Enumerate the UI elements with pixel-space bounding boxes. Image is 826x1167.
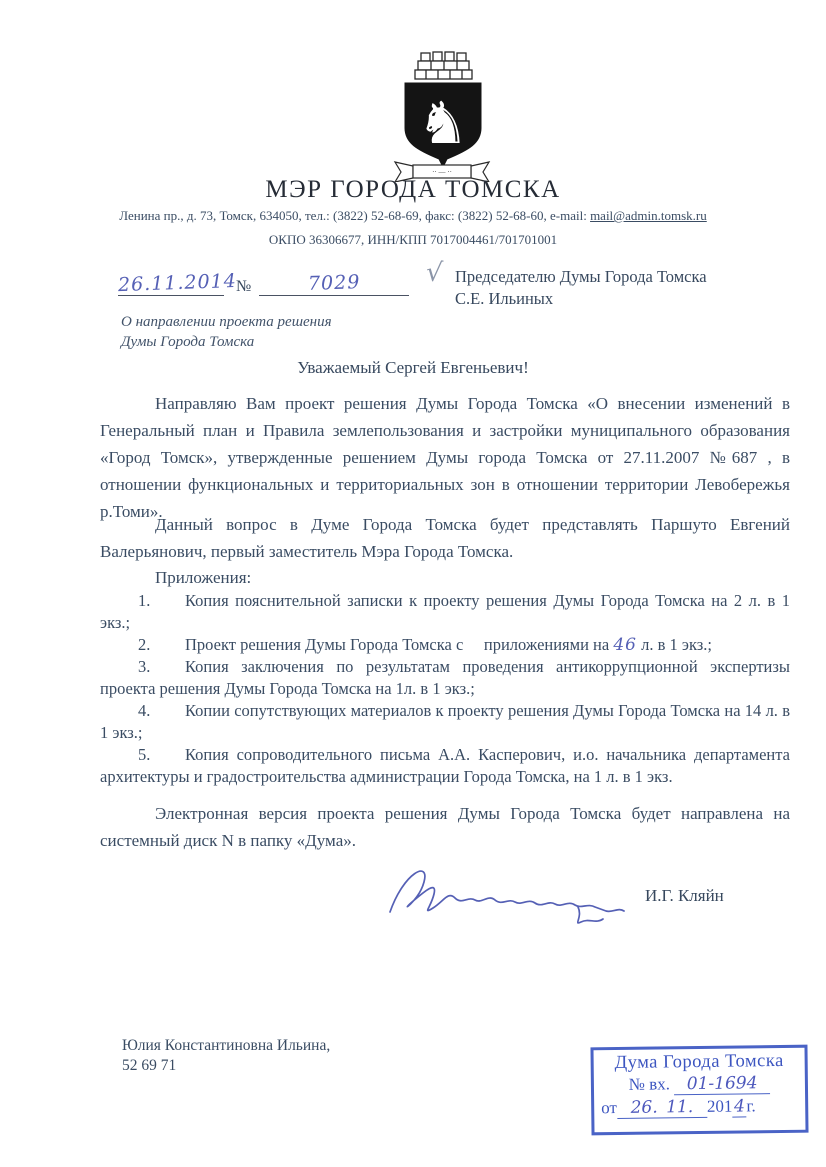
stamp-title: Дума Города Томска xyxy=(614,1050,784,1074)
attachment-text: Копия заключения по результатам проведения антикоррупционной экспертизы проекта решения Думы Города Томска на 1л. в 1 экз.; xyxy=(100,657,790,698)
stamp-handwritten-month: 11. xyxy=(666,1097,694,1118)
attachment-text-before: Проект решения Думы Города Томска с приложениями на xyxy=(185,635,614,654)
attachment-number: 4. xyxy=(138,701,151,720)
handwritten-date: 26.11.2014 xyxy=(117,269,238,297)
handwritten-signature-icon xyxy=(382,854,632,932)
attachment-number: 2. xyxy=(138,635,151,654)
attachment-text-after: л. в 1 экз.; xyxy=(636,635,712,654)
executor-phone: 52 69 71 xyxy=(122,1057,177,1074)
stamp-handwritten-day: 26. xyxy=(630,1097,658,1118)
attachment-number: 5. xyxy=(138,745,151,764)
paragraph-3: Электронная версия проекта решения Думы Города Томска будет направлена на системный диск N в папку «Дума». xyxy=(100,804,790,850)
address-text: Ленина пр., д. 73, Томск, 634050, тел.: (3822) 52-68-69, факс: (3822) 52-68-60, e-mail: xyxy=(119,208,591,223)
checkmark-icon: √ xyxy=(424,257,444,289)
stamp-date-label: от xyxy=(601,1098,618,1118)
salutation: Уважаемый Сергей Евгеньевич! xyxy=(297,358,529,377)
signature-block xyxy=(382,854,632,937)
subject-block xyxy=(121,312,332,352)
attachment-text: Копия пояснительной записки к проекту решения Думы Города Томска на 2 л. в 1 экз.; xyxy=(100,591,790,632)
org-email: mail@admin.tomsk.ru xyxy=(590,208,707,223)
paragraph-1: Направляю Вам проект решения Думы Города Томска «О внесении изменений в Генеральный план и Правила землепользования и застройки муниципального образования «Город Томск», утвержденные решением Думы города Томска от 27.11.2007 №687 , в отношении функциональных и территориальных зон в отношении территории Левобережья р.Томи». xyxy=(100,394,790,521)
attachment-text: Копии сопутствующих материалов к проекту решения Думы Города Томска на 14 л. в 1 экз.; xyxy=(100,701,790,742)
stamp-year-suffix: г. xyxy=(746,1096,756,1116)
subject-line-1: О направлении проекта решения xyxy=(121,314,332,330)
org-address-line xyxy=(0,208,826,224)
executor-name: Юлия Константиновна Ильина, xyxy=(122,1037,331,1054)
paragraph-2: Данный вопрос в Думе Города Томска будет представлять Паршуто Евгений Валерьянович, первый заместитель Мэра Города Томска. xyxy=(100,515,790,561)
stamp-year-printed: 201 xyxy=(706,1096,733,1116)
stamp-number-label: № вх. xyxy=(628,1074,671,1094)
number-sign: № xyxy=(236,278,252,295)
stamp-handwritten-number: 01-1694 xyxy=(686,1073,758,1095)
addressee-block xyxy=(455,266,707,310)
stamp-date-row xyxy=(594,1096,805,1120)
white-horse-icon: ♞ xyxy=(417,89,469,157)
tomsk-coat-of-arms-icon xyxy=(381,50,503,182)
signer-name: И.Г. Кляйн xyxy=(645,886,724,905)
number-field xyxy=(259,272,409,296)
tomsk-coat-of-arms xyxy=(381,50,503,187)
addressee-title: Председателю Думы Города Томска xyxy=(455,267,707,286)
reference-row xyxy=(117,269,409,304)
attachment-item-3 xyxy=(100,656,790,700)
org-title: МЭР ГОРОДА ТОМСКА xyxy=(265,176,561,203)
org-codes-line: ОКПО 36306677, ИНН/КПП 7017004461/701701001 xyxy=(268,232,558,247)
attachment-text: Копия сопроводительного письма А.А. Касперович, и.о. начальника департамента архитектуры и градостроительства администрации Города Томска, на 1 л. в 1 экз. xyxy=(100,745,790,786)
incoming-stamp xyxy=(590,1045,808,1136)
stamp-date-field xyxy=(617,1097,707,1119)
attachment-item-1 xyxy=(100,590,790,634)
attachment-number: 1. xyxy=(138,591,151,610)
stamp-number-field xyxy=(674,1073,770,1095)
stamp-handwritten-year-digit: 4 xyxy=(733,1096,745,1117)
attachment-number: 3. xyxy=(138,657,151,676)
handwritten-page-count: 46 xyxy=(613,635,637,655)
handwritten-number: 7029 xyxy=(307,271,361,295)
attachment-item-4 xyxy=(100,700,790,744)
attachments-label: Приложения: xyxy=(155,568,252,587)
stamp-year-field xyxy=(732,1096,746,1117)
attachment-item-2 xyxy=(100,634,790,656)
attachment-item-5 xyxy=(100,744,790,788)
motto-text: ·· — ·· xyxy=(432,168,452,176)
stamp-incoming-number-row xyxy=(594,1073,805,1097)
date-field xyxy=(117,269,238,297)
subject-line-2: Думы Города Томска xyxy=(121,334,255,350)
addressee-name: С.Е. Ильиных xyxy=(455,289,554,308)
executor-contact xyxy=(122,1036,330,1076)
